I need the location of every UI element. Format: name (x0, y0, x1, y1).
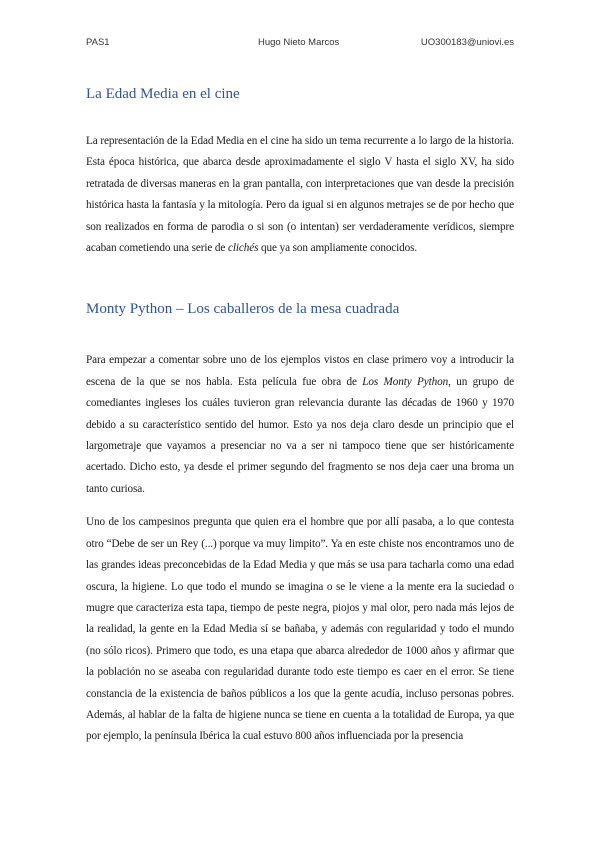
monty-paragraph-1: Para empezar a comentar sobre uno de los ejemplos vistos en clase primero voy a introducir la escena de la que se nos habla. Esta película fue obra de Los Monty Python, un grupo de comediantes ingleses los cuáles tuvieron gran relevancia durante las décadas de 1960 y 1970 debido a su característico sentido del humor. Esto ya nos deja claro desde un principio que el largometraje que vayamos a presenciar no va a ser ni tampoco tiene que ser históricamente acertado. Dicho esto, ya desde el primer segundo del fragmento se nos deja caer una broma un tanto curiosa. (86, 354, 514, 495)
monty-paragraph-2: Uno de los campesinos pregunta que quien era el hombre que por allí pasaba, a lo que contesta otro “Debe de ser un Rey (...) porque va muy limpito”. Ya en este chiste nos encontramos uno de las grandes ideas preconcebidas de la Edad Media y que más se usa para tacharla como una edad oscura, la higiene. Lo que todo el mundo se imagina o se le viene a la mente era la suciedad o mugre que caracteriza esta tapa, tiempo de peste negra, piojos y mal olor, pero nada más lejos de la realidad, la gente en la Edad Media sí se bañaba, y además con regularidad y todo el mundo (no sólo ricos). Primero que todo, es una etapa que abarca alrededor de 1000 años y afirmar que la población no se aseaba con regularidad durante todo este tiempo es caer en el error. Se tiene constancia de la existencia de baños públicos a los que la gente acudía, incluso personas pobres. Además, al hablar de la falta de higiene nunca se tiene en cuenta a la totalidad de Europa, ya que por ejemplo, la península Ibérica la cual estuvo 800 años influenciada por la presencia (86, 516, 514, 743)
section-title-monty-python: Monty Python – Los caballeros de la mesa cuadrada (86, 301, 400, 318)
document-body (86, 84, 514, 748)
header-author: Hugo Nieto Marcos (258, 37, 340, 48)
emphasis-cliches: clichés (227, 242, 259, 255)
header-course: PAS1 (86, 37, 110, 48)
emphasis-monty-python: Los Monty Python (362, 375, 449, 388)
page-header (86, 37, 514, 51)
header-email: UO300183@uniovi.es (420, 37, 514, 48)
section-title-edad-media: La Edad Media en el cine (86, 86, 240, 102)
intro-paragraph: La representación de la Edad Media en el cine ha sido un tema recurrente a lo largo de la historia. Esta época histórica, que abarca desde aproximadamente el siglo V hasta el siglo XV, ha sido retratada de diversas maneras en la gran pantalla, con interpretaciones que van desde la precisión histórica hasta la fantasía y la mitología. Pero da igual si en algunos metrajes se de por hecho que son realizados en forma de parodia o si son (o intentan) ser verdaderamente verídicos, siempre acaban cometiendo una serie de clichés que ya son ampliamente conocidos. (86, 135, 514, 255)
